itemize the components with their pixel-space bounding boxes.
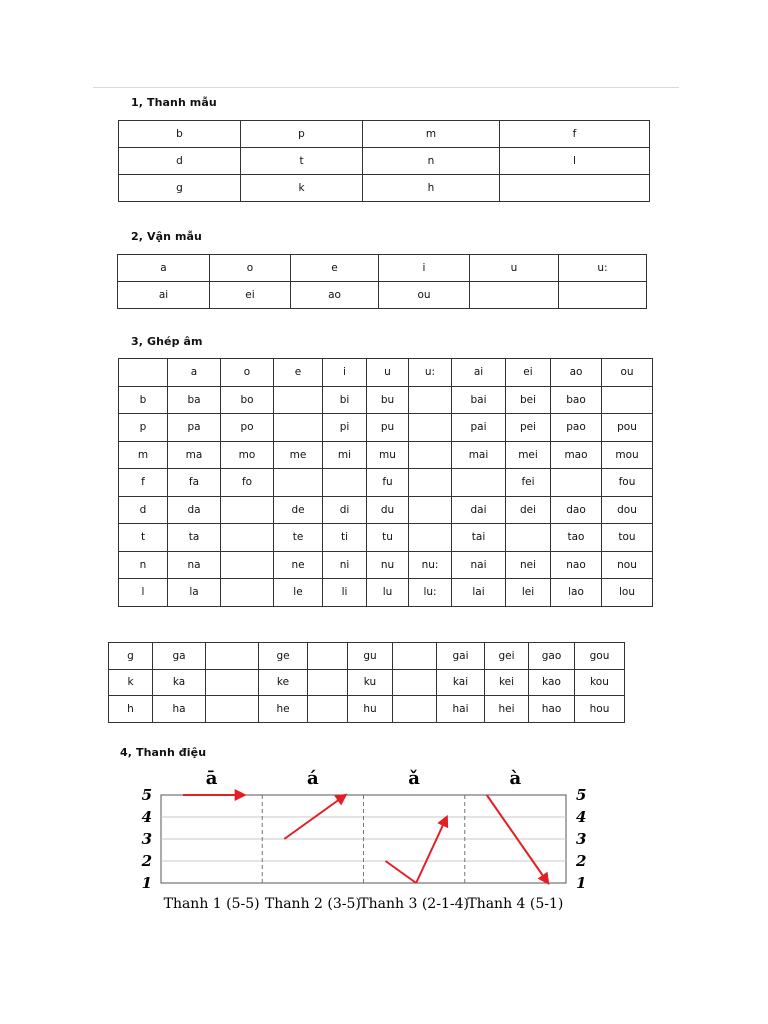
table-cell: tu [367,524,409,552]
table-cell: ei [506,359,551,387]
table-cell: la [168,579,221,607]
table-cell: o [221,359,274,387]
table-cell: kai [437,669,485,696]
table-cell: lei [506,579,551,607]
level-label-left: 1 [141,874,152,892]
table-cell: m [363,121,500,148]
table-cell: u: [409,359,452,387]
table-cell: me [274,441,323,469]
tone-mark: ā [205,768,218,789]
table-cell: l [119,579,168,607]
section-title-initials: 1, Thanh mẫu [131,96,217,109]
table-cell: pu [367,414,409,442]
table-cell: te [274,524,323,552]
table-cell: u [470,255,559,282]
table-cell: ne [274,551,323,579]
table-cell: du [367,496,409,524]
table-cell: ku [348,669,393,696]
table-cell: lu [367,579,409,607]
table-cell: h [363,175,500,202]
tone-grid [161,795,566,883]
level-label-right: 1 [576,874,587,892]
table-cell: na [168,551,221,579]
table-cell: u [367,359,409,387]
table-cell: e [291,255,379,282]
tone-caption: Thanh 3 (2-1-4) [359,896,469,912]
table-cell: n [119,551,168,579]
level-label-right: 4 [576,808,587,826]
table-cell: ma [168,441,221,469]
table-cell: ei [210,282,291,309]
table-cell: lu: [409,579,452,607]
table-cell: tai [452,524,506,552]
table-cell: mu [367,441,409,469]
table-cell: d [119,148,241,175]
table-cell: ao [291,282,379,309]
table-cell: ai [452,359,506,387]
table-cell: f [500,121,650,148]
table-cell: i [379,255,470,282]
table-cell: bai [452,386,506,414]
table-cell: o [210,255,291,282]
tone-mark: ǎ [408,768,420,789]
table-cell: nao [551,551,602,579]
table-cell: ti [323,524,367,552]
table-cell: tao [551,524,602,552]
table-cell: de [274,496,323,524]
table-cell: hou [575,696,625,723]
table-cell: t [119,524,168,552]
table-cell: pi [323,414,367,442]
table-cell: b [119,386,168,414]
level-label-left: 3 [141,830,152,848]
level-label-left: 4 [141,808,152,826]
table-cell: g [109,643,153,670]
table-cell: dou [602,496,653,524]
table-cell: ou [379,282,470,309]
table-cell: pai [452,414,506,442]
table-cell: hai [437,696,485,723]
table-cell: pou [602,414,653,442]
table-cell: ka [153,669,206,696]
table-cell: p [241,121,363,148]
table-cell: ao [551,359,602,387]
table-cell: ai [118,282,210,309]
table-cell: he [259,696,308,723]
table-cell: kei [485,669,529,696]
table-cell: gei [485,643,529,670]
table-cell: dao [551,496,602,524]
table-cell: nu: [409,551,452,579]
table-cell: e [274,359,323,387]
table-cell: nai [452,551,506,579]
table-cell: d [119,496,168,524]
section-title-combinations: 3, Ghép âm [131,335,203,348]
table-cell: ou [602,359,653,387]
table-cell: po [221,414,274,442]
table-cell: fu [367,469,409,497]
table-cell: fo [221,469,274,497]
table-cell: gai [437,643,485,670]
table-cell: pao [551,414,602,442]
table-cell: ha [153,696,206,723]
table-cell: mou [602,441,653,469]
table-cell: bao [551,386,602,414]
section-title-tones: 4, Thanh điệu [120,746,207,759]
table-cell: ta [168,524,221,552]
table-cell: gu [348,643,393,670]
table-cell: hei [485,696,529,723]
table-cell: n [363,148,500,175]
tone-caption: Thanh 1 (5-5) [163,896,260,912]
table-cell: mei [506,441,551,469]
table-cell: nu [367,551,409,579]
table-cell: ke [259,669,308,696]
table-cell: da [168,496,221,524]
level-label-right: 5 [576,786,587,804]
tone-mark: à [509,768,522,789]
table-cell: mo [221,441,274,469]
table-cell: di [323,496,367,524]
table-cell: mao [551,441,602,469]
table-cell: i [323,359,367,387]
table-cell: le [274,579,323,607]
table-cell: dai [452,496,506,524]
table-cell: m [119,441,168,469]
table-cell: ba [168,386,221,414]
table-cell: hao [529,696,575,723]
table-cell: fei [506,469,551,497]
table-cell: k [241,175,363,202]
table-cell: ga [153,643,206,670]
table-cell: dei [506,496,551,524]
table-cell: fou [602,469,653,497]
table-cell: u: [559,255,647,282]
tone-mark: á [307,768,319,789]
table-cell: ni [323,551,367,579]
table-cell: kou [575,669,625,696]
table-cell: g [119,175,241,202]
table-cell: p [119,414,168,442]
table-cell: b [119,121,241,148]
table-cell: nei [506,551,551,579]
table-cell: mi [323,441,367,469]
table-cell: bi [323,386,367,414]
level-label-right: 2 [576,852,587,870]
level-label-left: 5 [141,786,152,804]
table-cell: kao [529,669,575,696]
table-cell: a [168,359,221,387]
table-cell: lao [551,579,602,607]
tone-contour-segment [416,817,447,883]
table-cell: f [119,469,168,497]
table-cell: tou [602,524,653,552]
table-cell: a [118,255,210,282]
tone-caption: Thanh 2 (3-5) [264,896,361,912]
table-cell: hu [348,696,393,723]
table-cell: bu [367,386,409,414]
table-cell: bei [506,386,551,414]
table-cell: fa [168,469,221,497]
table-cell: ge [259,643,308,670]
tone-caption: Thanh 4 (5-1) [467,896,564,912]
level-label-right: 3 [576,830,587,848]
table-cell: gao [529,643,575,670]
table-cell: k [109,669,153,696]
table-cell: mai [452,441,506,469]
table-cell: l [500,148,650,175]
table-cell: gou [575,643,625,670]
table-cell: li [323,579,367,607]
table-cell: pa [168,414,221,442]
table-cell: pei [506,414,551,442]
table-cell: lai [452,579,506,607]
level-label-left: 2 [141,852,152,870]
section-title-finals: 2, Vận mẫu [131,230,202,243]
table-cell: bo [221,386,274,414]
tone-contour-segment [386,861,417,883]
table-cell: lou [602,579,653,607]
table-cell: h [109,696,153,723]
table-cell: nou [602,551,653,579]
table-cell: t [241,148,363,175]
